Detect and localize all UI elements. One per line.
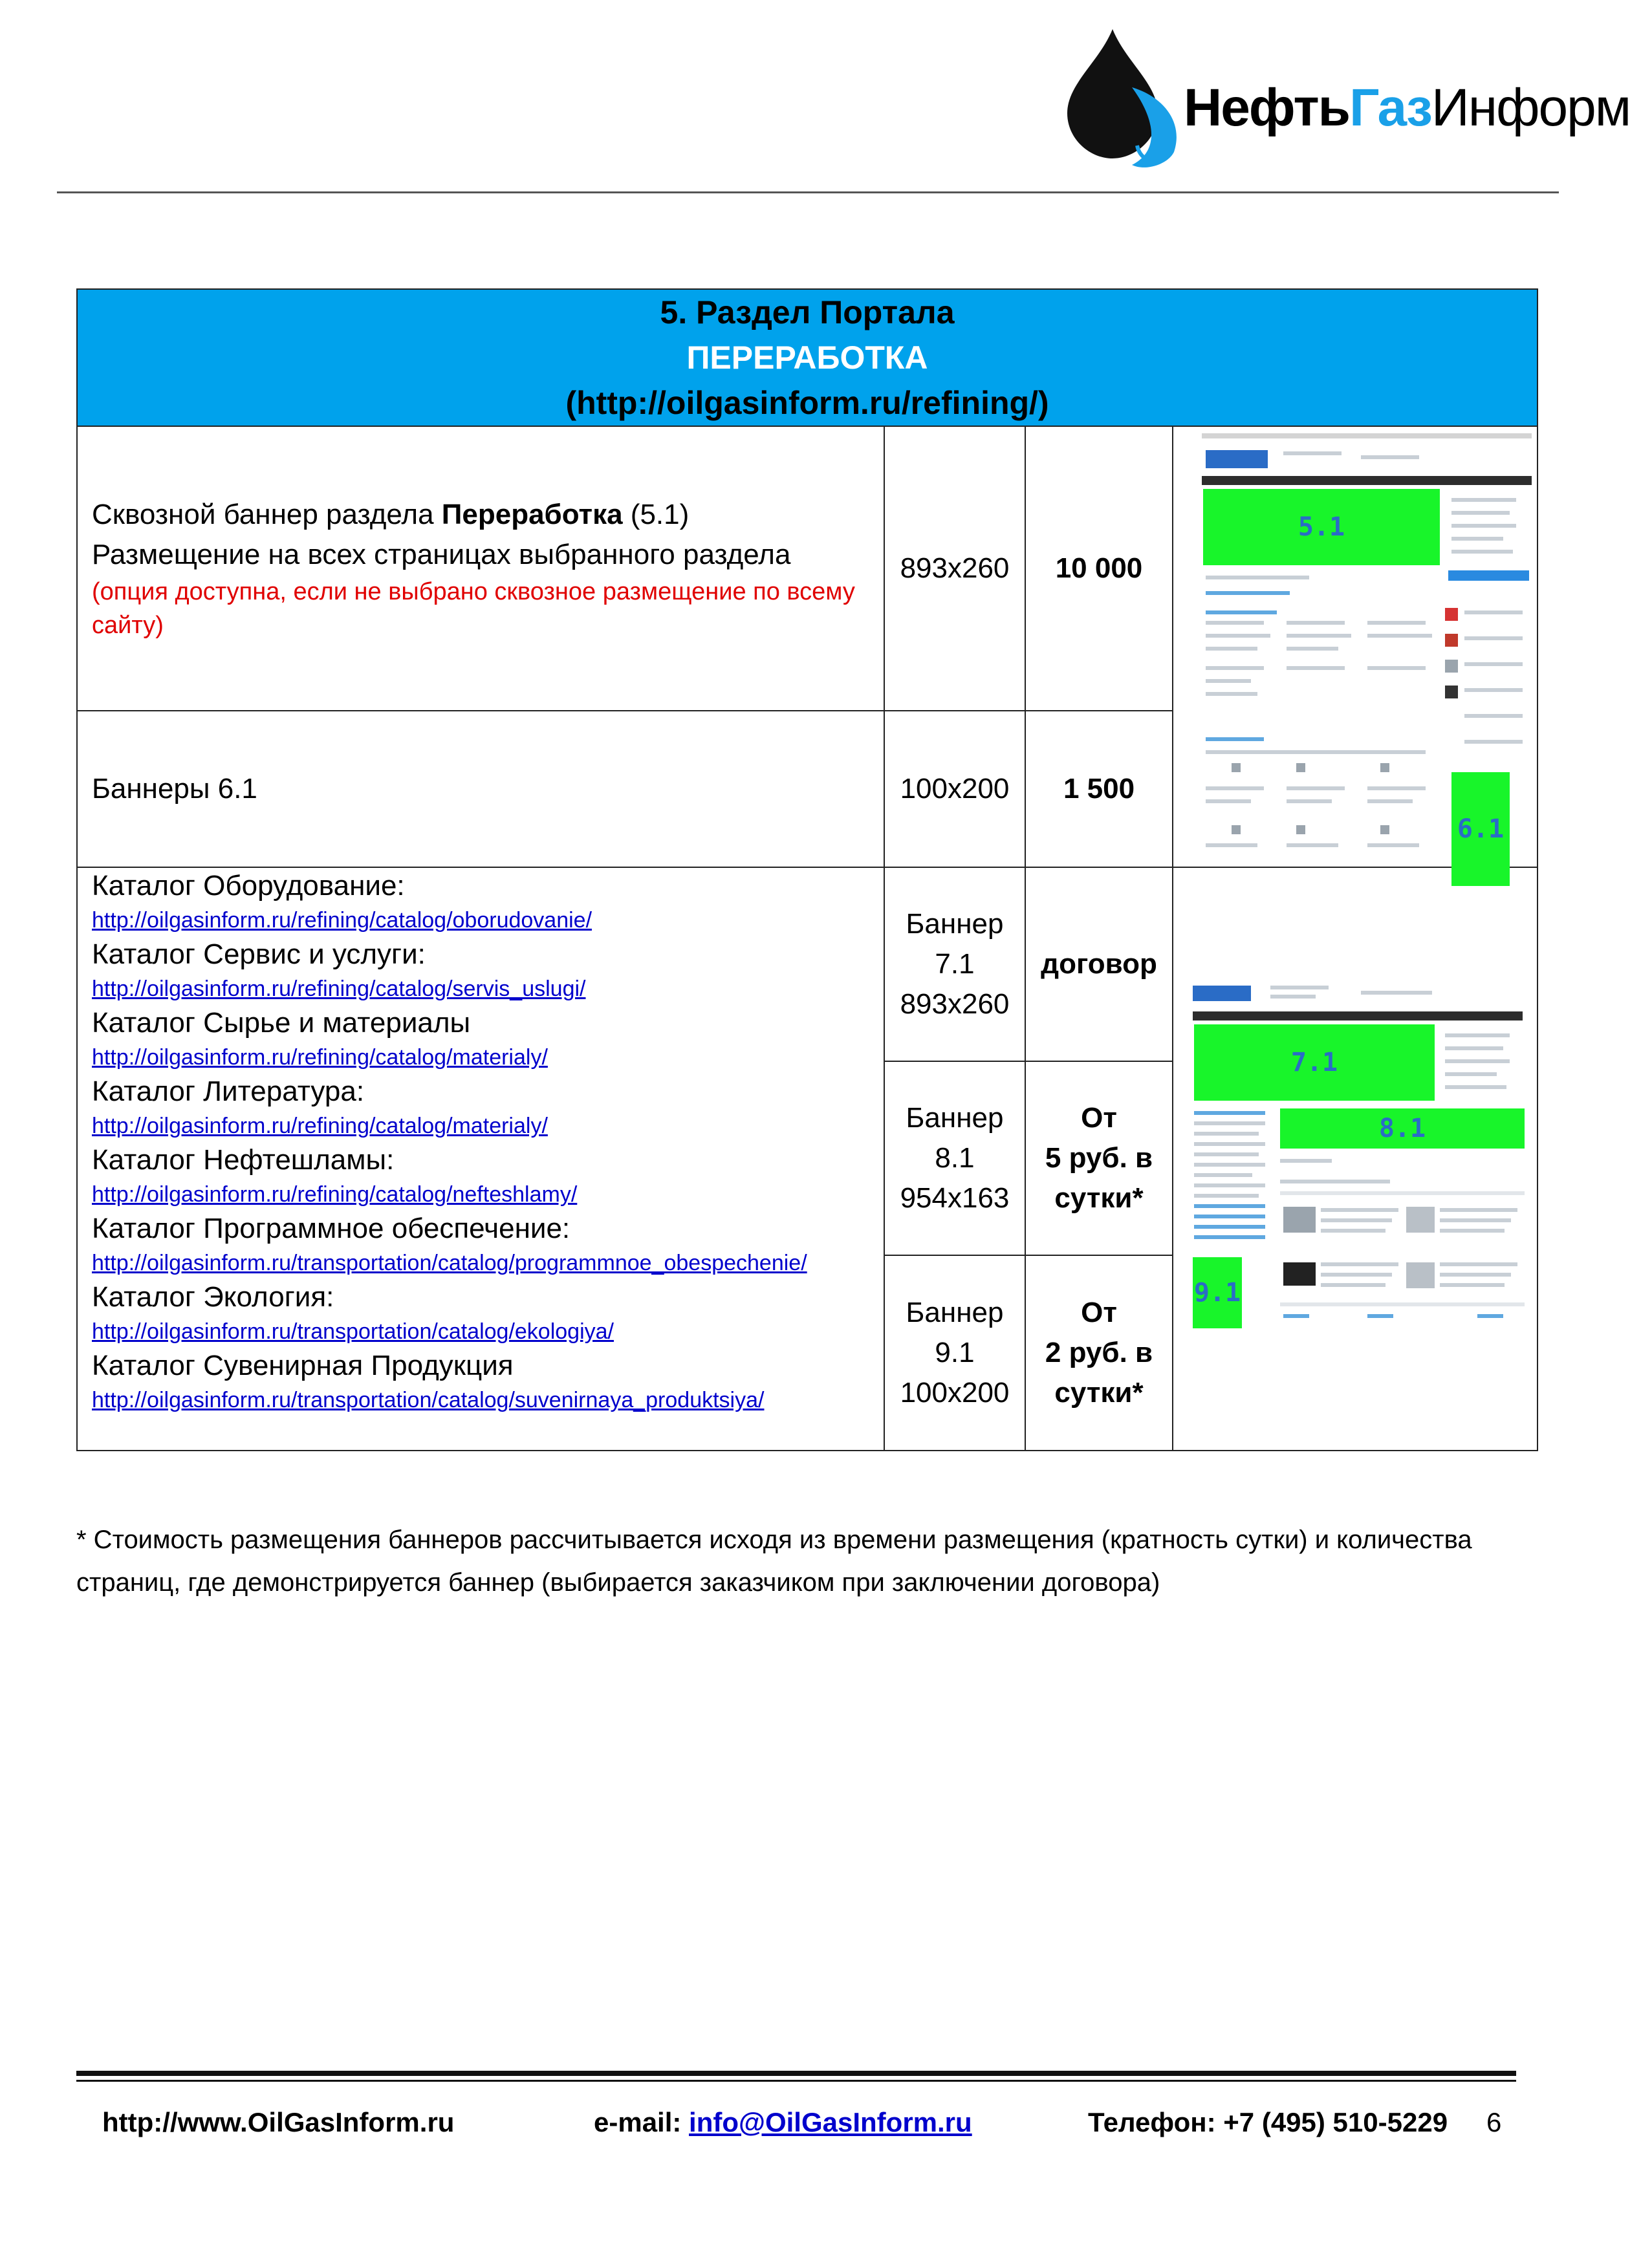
catalog-title: Каталог Программное обеспечение:: [92, 1213, 570, 1244]
screenshot-section-page: [1173, 426, 1538, 867]
row1-prefix: Сквозной баннер раздела: [92, 499, 442, 530]
banner-9-1-size: 100x200: [900, 1377, 1010, 1409]
catalog-title: Каталог Сувенирная Продукция: [92, 1350, 514, 1381]
footer-site[interactable]: http://www.OilGasInform.ru: [102, 2107, 455, 2137]
catalog-title: Каталог Сервис и услуги:: [92, 938, 426, 970]
logo-part-2: Газ: [1349, 78, 1431, 137]
banner-8-1-price: [1025, 1061, 1173, 1255]
banner-9-1-label: 9.1: [1193, 1278, 1241, 1308]
row-banner-6-1-label: Баннеры 6.1: [77, 711, 884, 867]
section-name: ПЕРЕРАБОТКА: [686, 340, 928, 376]
footer-divider-thick: [76, 2071, 1516, 2076]
screenshot-catalog-page: [1173, 867, 1538, 1451]
footer-email-link[interactable]: info@OilGasInform.ru: [689, 2107, 972, 2137]
row2-price: 1 500: [1025, 711, 1173, 867]
catalog-link[interactable]: http://oilgasinform.ru/refining/catalog/materialy/: [92, 1114, 548, 1138]
section-url: (http://oilgasinform.ru/refining/): [565, 385, 1049, 421]
pricing-footnote: * Стоимость размещения баннеров рассчитывается исходя из времени размещения (кратность сутки) и количества страниц, где демонстрируется баннер (выбирается заказчиком при заключении договора): [76, 1526, 1472, 1597]
logo-part-3: Информ: [1431, 78, 1630, 137]
row-banner-5-1-description: [77, 426, 884, 711]
banner-7-1-name: Баннер: [906, 908, 1004, 940]
row1-price: 10 000: [1025, 426, 1173, 711]
row1-option-note: (опция доступна, если не выбрано сквозное размещение по всему сайту): [92, 578, 855, 639]
catalog-link[interactable]: http://oilgasinform.ru/refining/catalog/servis_uslugi/: [92, 977, 586, 1001]
row1-placement-text: Размещение на всех страницах выбранного раздела: [92, 539, 791, 570]
catalog-title: Каталог Экология:: [92, 1281, 334, 1313]
banner-7-1-label: 7.1: [1290, 1048, 1338, 1077]
banner-9-1-placeholder: [1193, 1257, 1242, 1328]
catalog-link[interactable]: http://oilgasinform.ru/transportation/catalog/programmnoe_obespechenie/: [92, 1251, 807, 1275]
catalog-title: Каталог Нефтешламы:: [92, 1144, 395, 1176]
banner-8-1-info: [884, 1061, 1025, 1255]
banner-7-1-num: 7.1: [935, 948, 975, 980]
banner-5-1-label: 5.1: [1298, 512, 1345, 542]
footer-email: [594, 2107, 972, 2138]
catalog-link[interactable]: http://oilgasinform.ru/transportation/catalog/suvenirnaya_produktsiya/: [92, 1388, 765, 1412]
banner-9-1-price-from: От: [1081, 1297, 1117, 1328]
banner-8-1-name: Баннер: [906, 1102, 1004, 1134]
footer-phone: Телефон: +7 (495) 510-5229: [1088, 2107, 1448, 2137]
banner-8-1-num: 8.1: [935, 1142, 975, 1174]
banner-8-1-placeholder: [1280, 1108, 1525, 1149]
logo-text[interactable]: [1184, 78, 1630, 138]
catalog-link[interactable]: http://oilgasinform.ru/transportation/catalog/ekologiya/: [92, 1319, 614, 1344]
banner-8-1-price-value: 5 руб. в: [1045, 1142, 1153, 1174]
catalog-link[interactable]: http://oilgasinform.ru/refining/catalog/oborudovanie/: [92, 908, 592, 933]
banner-7-1-placeholder: [1194, 1024, 1435, 1101]
banner-9-1-price: [1025, 1255, 1173, 1451]
catalog-title: Каталог Оборудование:: [92, 870, 405, 902]
row1-size: 893x260: [884, 426, 1025, 711]
catalog-link[interactable]: http://oilgasinform.ru/refining/catalog/nefteshlamy/: [92, 1182, 578, 1207]
catalog-link[interactable]: http://oilgasinform.ru/refining/catalog/materialy/: [92, 1045, 548, 1070]
catalog-list: [77, 867, 884, 1451]
logo-part-1: Нефть: [1184, 78, 1350, 137]
section-number-title: 5. Раздел Портала: [660, 294, 955, 330]
banner-7-1-info: [884, 867, 1025, 1061]
row1-section-name: Переработка: [441, 499, 623, 530]
header-divider: [57, 191, 1559, 193]
banner-9-1-info: [884, 1255, 1025, 1451]
row1-suffix: (5.1): [622, 499, 690, 530]
banner-9-1-name: Баннер: [906, 1297, 1004, 1328]
banner-6-1-placeholder: [1451, 772, 1510, 886]
pricing-table: [76, 288, 1538, 1451]
footer-divider-thin: [76, 2080, 1516, 2082]
banner-9-1-num: 9.1: [935, 1337, 975, 1368]
banner-6-1-label: 6.1: [1457, 814, 1505, 844]
banner-8-1-size: 954x163: [900, 1182, 1010, 1214]
screenshot-catalog: [1173, 971, 1537, 1346]
banner-7-1-price: договор: [1025, 867, 1173, 1061]
banner-5-1-placeholder: [1203, 489, 1440, 565]
banner-8-1-price-unit: сутки*: [1054, 1182, 1144, 1214]
banner-9-1-price-value: 2 руб. в: [1045, 1337, 1153, 1368]
row2-size: 100x200: [884, 711, 1025, 867]
banner-8-1-price-from: От: [1081, 1102, 1117, 1134]
footer-email-label: e-mail:: [594, 2107, 690, 2137]
banner-9-1-price-unit: сутки*: [1054, 1377, 1144, 1409]
page-number: 6: [1486, 2107, 1502, 2137]
banner-8-1-label: 8.1: [1378, 1114, 1426, 1143]
section-header: [77, 289, 1538, 426]
banner-7-1-size: 893x260: [900, 988, 1010, 1020]
screenshot-refining-page: [1173, 427, 1537, 867]
catalog-title: Каталог Литература:: [92, 1075, 365, 1107]
catalog-title: Каталог Сырье и материалы: [92, 1007, 471, 1039]
